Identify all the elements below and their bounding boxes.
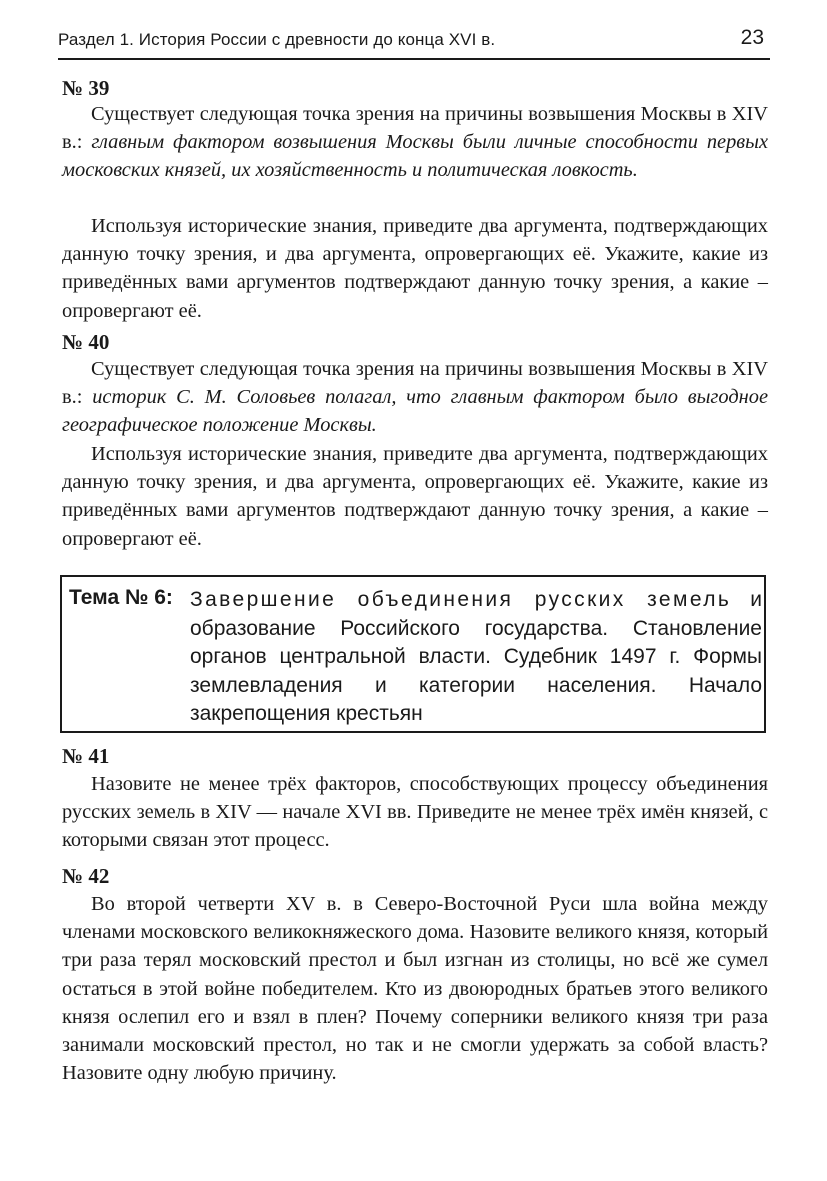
section-title: Раздел 1. История России с древности до конца XVI в. [58, 30, 496, 49]
task-39-instruction-text: Используя исторические знания, приведите два аргумента, подтверждающих данную точку зрения, и два аргумента, опровергающих её. Укажите, какие из приведённых вами аргументов подтверждают данную точку зрения, а какие – опровергают её. [62, 215, 768, 322]
task-42-text [62, 890, 768, 1087]
topic-title-rest: и образование Российского государства. Становление органов центральной власти. Судебник 1497 г. Формы землевладения и категории населения. Начало закрепощения крестьян [190, 588, 762, 725]
task-number-40: № 40 [62, 330, 110, 354]
task-40-instruction-text: Используя исторические знания, приведите два аргумента, подтверждающих данную точку зрения, и два аргумента, опровергающих её. Укажите, какие из приведённых вами аргументов подтверждают данную точку зрения, а какие – опровергают её. [62, 443, 768, 550]
task-number-41: № 41 [62, 744, 110, 768]
topic-label: Тема № 6: [69, 586, 173, 609]
page-number: 23 [740, 26, 764, 49]
task-40-statement-prefix: Существует следующая точка зрения на причины возвышения Москвы в XIV в.: [62, 358, 768, 409]
task-number-42: № 42 [62, 864, 110, 888]
task-39-instruction [62, 212, 768, 325]
topic-box [60, 575, 766, 733]
task-39-statement-prefix: Существует следующая точка зрения на причины возвышения Москвы в XIV в.: [62, 103, 768, 154]
task-41-text [62, 770, 768, 855]
task-40-instruction [62, 440, 768, 553]
task-39-viewpoint: главным фактором возвышения Москвы были личные способности первых московских князей, их хозяйственность и политическая ловкость. [62, 131, 768, 182]
task-39-statement [62, 100, 768, 185]
task-40-viewpoint: историк С. М. Соловьев полагал, что главным фактором было выгодное географическое положение Москвы. [62, 386, 768, 437]
topic-title-first-line: Завершение объединения русских земель [190, 588, 732, 611]
running-header [58, 26, 770, 60]
task-40-statement [62, 355, 768, 440]
task-41-text-content: Назовите не менее трёх факторов, способствующих процессу объединения русских земель в XIV — начале XVI вв. Приведите не менее трёх имён князей, с которыми связан этот процесс. [62, 773, 768, 852]
task-42-text-content: Во второй четверти XV в. в Северо-Восточной Руси шла война между членами московского великокняжеского дома. Назовите великого князя, который три раза терял московский престол и был изгнан из столицы, но всё же сумел остаться в этой войне победителем. Кто из двоюродных братьев этого великого князя ослепил его и взял в плен? Почему соперники великого князя три раза занимали московский престол, но так и не смогли удержать за собой власть? Назовите одну любую причину. [62, 893, 768, 1085]
task-number-39: № 39 [62, 76, 110, 100]
topic-title [190, 586, 762, 729]
